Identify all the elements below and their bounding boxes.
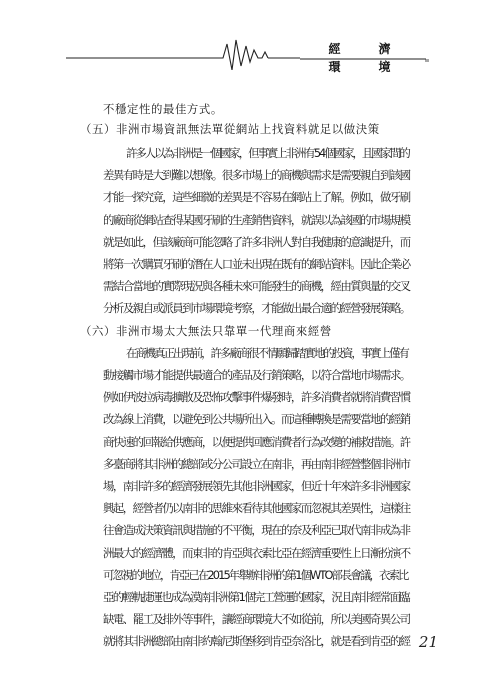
text-line: 在商機真正出現前，許多廠商很不情願歸踏實地的投資，事實上僅有: [126, 346, 408, 360]
text-line: 例如伊波拉病毒擴散及恐怖攻擊事件爆發時，許多消費者就將消費習慣: [103, 390, 410, 404]
text-line: 就將其非洲總部由南非約翰尼斯堡移到肯亞奈洛比，就是看到肯亞的經: [103, 634, 410, 648]
text-line: 商快速的回報給供應商，以便提供回應消費者行為改變的補救措施。許: [103, 435, 410, 449]
text-line: 才能一探究竟，這些細微的差異是不容易在網站上了解。例如，做牙刷: [103, 190, 410, 204]
section-heading-5: （五）非洲市場資訊無法單從網站上找資料就足以做決策: [80, 122, 380, 136]
header-section-label: 經 濟 環 境: [328, 42, 429, 74]
text-line: 改為線上消費，以避免到公共場所出入。而這種轉換是需要當地的經銷: [103, 412, 410, 426]
page-header: [0, 0, 480, 74]
text-line: 洲最大的經濟體，而東非的肯亞與衣索比亞在經濟重要性上日漸扮演不: [103, 546, 410, 560]
text-line: 許多人以為非洲是一個國家，但事實上非洲有54個國家，且國家間的: [126, 146, 409, 160]
text-line: 興起，經營者仍以南非的思維來看待其他國家而忽視其差異性，這樣往: [103, 501, 410, 515]
section-heading-6: （六）非洲市場太大無法只靠單一代理商來經營: [80, 324, 332, 338]
page-number: 21: [418, 633, 438, 651]
text-line: 亞的輕軌捷運也成為漠南非洲第1個完工營運的國家，況且南非經常面臨: [103, 590, 409, 604]
header-heartbeat-line: [0, 0, 480, 74]
text-line: 需結合當地的實際現況與各種未來可能發生的商機，經由質與量的交叉: [103, 279, 410, 293]
text-line: 缺電、罷工及排外等事件，讓經商環境大不如從前，所以美國奇異公司: [103, 612, 410, 626]
text-line: 將第一次購買牙刷的潛在人口並未出現在既有的網站資料。因此企業必: [103, 257, 410, 271]
text-line: 分析及親自或派員到市場環境考察，才能做出最合適的經營發展策略。: [103, 301, 410, 315]
text-line: 的廠商從網站查得某國牙刷的生產銷售資料，就誤以為該國的市場規模: [103, 213, 410, 227]
text-line: 可忽視的地位，肯亞已在2015年舉辦非洲的第1個WTO部長會議，衣索比: [103, 568, 408, 582]
text-line: 多臺商將其非洲的總部或分公司設立在南非，再由南非經營整個非洲市: [103, 457, 410, 471]
text-line: 動接觸市場才能提供最適合的產品及行銷策略，以符合當地市場需求。: [103, 368, 410, 382]
text-line: 差異有時是大到難以想像。很多市場上的商機與需求是需要親自到該國: [103, 168, 410, 182]
text-line: 場，南非許多的經濟發展領先其他非洲國家，但近十年來許多非洲國家: [103, 479, 410, 493]
text-line: 往會造成決策資訊與措施的不平衡，現在的奈及利亞已取代南非成為非: [103, 523, 410, 537]
text-line: 不穩定性的最佳方式。: [103, 102, 223, 116]
text-line: 就是如此，但該廠商可能忽略了許多非洲人對自我健康的意識提升，而: [103, 235, 410, 249]
